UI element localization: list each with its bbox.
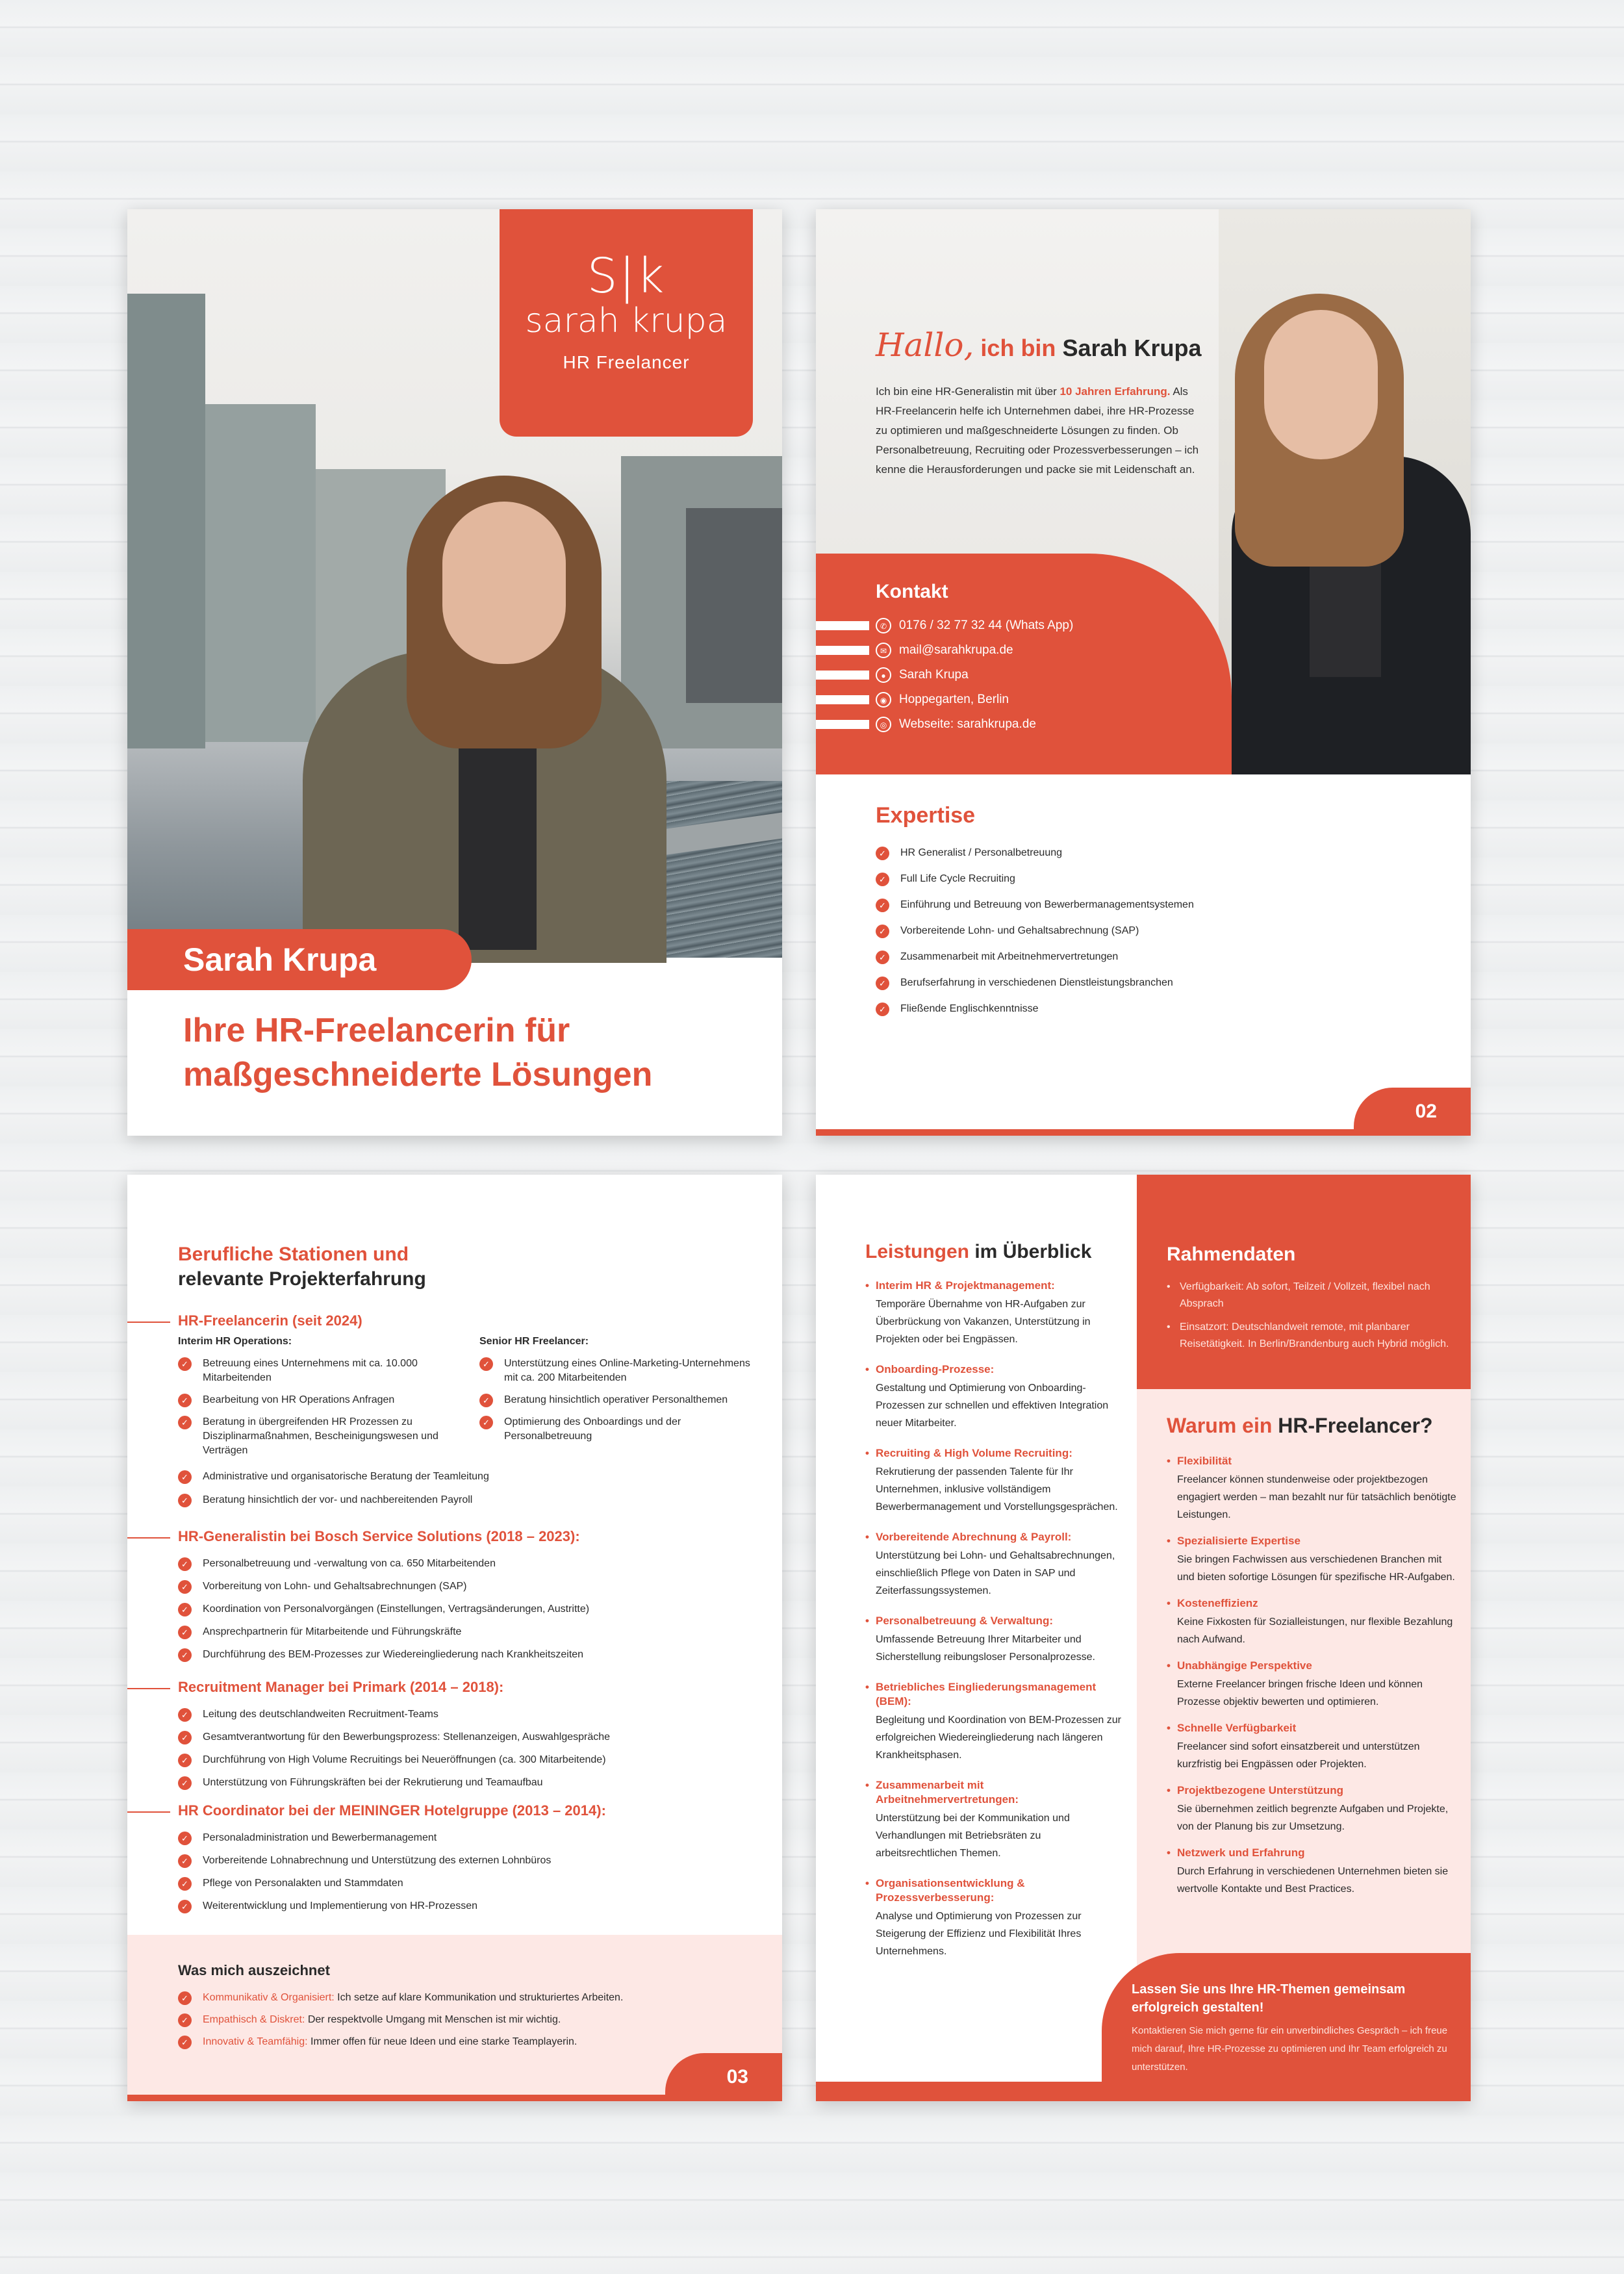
- logo-subtitle: HR Freelancer: [563, 352, 690, 372]
- service-title: • Zusammenarbeit mit Arbeitnehmervertretungen:: [865, 1778, 1125, 1807]
- list-item-text: Administrative und organisatorische Beratung der Teamleitung: [203, 1471, 489, 1482]
- check-icon: ✓: [178, 1877, 192, 1891]
- job1-col1-list: [178, 1357, 451, 1466]
- check-icon: ✓: [178, 1580, 192, 1594]
- why-item-title: • Spezialisierte Expertise: [1167, 1534, 1459, 1548]
- contact-title: Kontakt: [876, 581, 948, 602]
- check-icon: ✓: [178, 2036, 192, 2049]
- strength-text: Ich setze auf klare Kommunikation und strukturiertes Arbeiten.: [334, 1992, 624, 2003]
- list-item: [178, 1393, 451, 1407]
- mail-icon: ✉: [876, 643, 891, 658]
- list-item-text: Betreuung eines Unternehmens mit ca. 10.000 Mitarbeitenden: [203, 1358, 418, 1383]
- check-icon: ✓: [178, 1776, 192, 1790]
- list-item-text: Vorbereitende Lohnabrechnung und Unterstützung des externen Lohnbüros: [203, 1855, 552, 1866]
- check-icon: ✓: [178, 1557, 192, 1571]
- location-icon: ◉: [876, 692, 891, 708]
- strength-label: Empathisch & Diskret:: [203, 2014, 305, 2025]
- list-item-text: HR Generalist / Personalbetreuung: [900, 847, 1063, 858]
- strength-label: Innovativ & Teamfähig:: [203, 2036, 308, 2047]
- contact-line: [816, 621, 869, 630]
- page-number: 03: [665, 2053, 782, 2101]
- service-item: [865, 1876, 1125, 1960]
- list-item: [178, 1876, 763, 1891]
- list-item: [178, 1470, 750, 1484]
- check-icon: ✓: [178, 1832, 192, 1845]
- why-title-rest: HR-Freelancer?: [1272, 1414, 1433, 1437]
- contact-line: [816, 695, 869, 704]
- list-item: [876, 950, 1434, 964]
- service-text: Unterstützung bei der Kommunikation und Verhandlungen mit Betriebsräten zu arbeitsrechtlichen Themen.: [876, 1813, 1070, 1859]
- list-item: [479, 1357, 752, 1385]
- person-icon: ●: [876, 667, 891, 683]
- job-rule: [127, 1811, 170, 1813]
- service-title: • Interim HR & Projektmanagement:: [865, 1279, 1125, 1293]
- list-item: [178, 1648, 763, 1662]
- service-title: • Recruiting & High Volume Recruiting:: [865, 1446, 1125, 1461]
- why-item-text: Sie übernehmen zeitlich begrenzte Aufgaben und Projekte, von der Planung bis zur Umsetzung.: [1177, 1804, 1449, 1832]
- strengths-list: [178, 1991, 763, 2057]
- list-item: [876, 1002, 1434, 1016]
- list-item: [178, 2035, 763, 2049]
- strength-text: Immer offen für neue Ideen und eine starke Teamplayerin.: [307, 2036, 577, 2047]
- why-item: [1167, 1783, 1459, 1835]
- job-rule: [127, 1537, 170, 1539]
- check-icon: ✓: [479, 1394, 493, 1407]
- list-item: [178, 1831, 763, 1845]
- list-item-text: Fließende Englischkenntnisse: [900, 1003, 1039, 1014]
- job-title-bosch: HR-Generalistin bei Bosch Service Solutions (2018 – 2023):: [178, 1528, 580, 1544]
- services-page: [816, 1175, 1471, 2101]
- cover-page: [127, 209, 782, 1136]
- list-item: [178, 1579, 763, 1594]
- why-item: [1167, 1454, 1459, 1524]
- check-icon: ✓: [178, 1648, 192, 1662]
- greeting-ich-bin: ich bin: [980, 335, 1056, 361]
- check-icon: ✓: [876, 847, 889, 860]
- job-title-meininger: HR Coordinator bei der MEININGER Hotelgruppe (2013 – 2014):: [178, 1802, 606, 1819]
- list-item-text: Berufserfahrung in verschiedenen Dienstleistungsbranchen: [900, 977, 1173, 988]
- check-icon: ✓: [178, 1626, 192, 1639]
- list-item: [876, 898, 1434, 912]
- list-item-text: Beratung hinsichtlich operativer Personalthemen: [504, 1394, 728, 1405]
- contact-location-text: Hoppegarten, Berlin: [899, 693, 1009, 706]
- why-item-text: Freelancer sind sofort einsatzbereit und unterstützen kurzfristig bei Engpässen oder Projekten.: [1177, 1741, 1420, 1770]
- expertise-title: Expertise: [876, 803, 976, 828]
- check-icon: ✓: [876, 873, 889, 886]
- list-item-text: Vorbereitung von Lohn- und Gehaltsabrechnungen (SAP): [203, 1581, 467, 1592]
- contact-person-text: Sarah Krupa: [899, 668, 969, 682]
- contact-line: [816, 720, 869, 729]
- list-item-text: Einführung und Betreuung von Bewerbermanagementsystemen: [900, 899, 1194, 910]
- list-item: [479, 1415, 752, 1444]
- service-text: Umfassende Betreuung Ihrer Mitarbeiter und Sicherstellung reibungsloser Personalprozesse.: [876, 1634, 1095, 1663]
- list-item-text: Vorbereitende Lohn- und Gehaltsabrechnung (SAP): [900, 925, 1139, 936]
- job-title-primark: Recruitment Manager bei Primark (2014 – 2018):: [178, 1679, 504, 1695]
- job2-list: [178, 1557, 763, 1670]
- list-item: [876, 924, 1434, 938]
- why-item-title: • Schnelle Verfügbarkeit: [1167, 1721, 1459, 1735]
- list-item: [178, 1753, 763, 1767]
- why-item-title: • Projektbezogene Unterstützung: [1167, 1783, 1459, 1798]
- subhead-senior: Senior HR Freelancer:: [479, 1336, 589, 1347]
- list-item-text: Personalbetreuung und -verwaltung von ca. 650 Mitarbeitenden: [203, 1558, 496, 1569]
- services-title: [865, 1241, 1091, 1263]
- intro-text: [876, 382, 1200, 479]
- cta-text: Kontaktieren Sie mich gerne für ein unverbindliches Gespräch – ich freue mich darauf, Ihre HR-Prozesse zu optimieren und Ihr Team erfolgreich zu unterstützen.: [1132, 2025, 1448, 2073]
- list-item-text: Personaladministration und Bewerbermanagement: [203, 1832, 437, 1843]
- check-icon: ✓: [178, 1357, 192, 1371]
- service-title: • Personalbetreuung & Verwaltung:: [865, 1614, 1125, 1628]
- job-title-freelancer: HR-Freelancerin (seit 2024): [178, 1312, 362, 1329]
- strength-label: Kommunikativ & Organisiert:: [203, 1992, 335, 2003]
- check-icon: ✓: [479, 1357, 493, 1371]
- experience-heading: [178, 1242, 426, 1292]
- service-title: • Organisationsentwicklung & Prozessverbesserung:: [865, 1876, 1125, 1905]
- list-item: [178, 1730, 763, 1744]
- intro-part-b: Als HR-Freelancerin helfe ich Unternehmen dabei, ihre HR-Prozesse zu optimieren und maßgeschneiderte Lösungen zu finden. Ob Personalbetreuung, Recruiting oder Prozessverbesserungen – ich kenne die Herausforderungen und packe sie mit Leidenschaft an.: [876, 385, 1199, 476]
- check-icon: ✓: [178, 1394, 192, 1407]
- list-item: [178, 1854, 763, 1868]
- list-item-text: Ansprechpartnerin für Mitarbeitende und Führungskräfte: [203, 1626, 462, 1637]
- greeting-name: Sarah Krupa: [1062, 335, 1202, 361]
- why-item: [1167, 1659, 1459, 1711]
- why-item: [1167, 1534, 1459, 1586]
- check-icon: ✓: [178, 1991, 192, 2005]
- strengths-title: Was mich auszeichnet: [178, 1962, 330, 1978]
- page-number: 02: [1354, 1088, 1471, 1136]
- why-title: [1167, 1414, 1433, 1438]
- why-item-title: • Unabhängige Perspektive: [1167, 1659, 1459, 1673]
- why-item-title: • Kosteneffizienz: [1167, 1596, 1459, 1611]
- why-item: [1167, 1846, 1459, 1898]
- profile-page: [816, 209, 1471, 1136]
- services-title-rest: im Überblick: [969, 1241, 1092, 1262]
- experience-heading-line-2: relevante Projekterfahrung: [178, 1268, 426, 1290]
- list-item: [178, 1991, 763, 2005]
- whatsapp-icon: ✆: [876, 618, 891, 633]
- tagline-line-2: maßgeschneiderte Lösungen: [183, 1056, 653, 1093]
- list-item-text: Unterstützung eines Online-Marketing-Unternehmens mit ca. 200 Mitarbeitenden: [504, 1358, 750, 1383]
- check-icon: ✓: [876, 925, 889, 938]
- check-icon: ✓: [178, 1900, 192, 1913]
- rahmen-list: [1167, 1279, 1453, 1353]
- contact-location: [876, 690, 1009, 709]
- service-text: Begleitung und Koordination von BEM-Prozessen zur erfolgreichen Wiedereingliederung nach längeren Krankheitsphasen.: [876, 1715, 1121, 1761]
- strength-text: Der respektvolle Umgang mit Menschen ist mir wichtig.: [305, 2014, 561, 2025]
- list-item-text: Pflege von Personalakten und Stammdaten: [203, 1878, 403, 1889]
- service-text: Temporäre Übernahme von HR-Aufgaben zur Überbrückung von Vakanzen, Unterstützung in Projekten oder bei Engpässen.: [876, 1299, 1091, 1345]
- list-item-text: Weiterentwicklung und Implementierung von HR-Prozessen: [203, 1900, 478, 1911]
- services-list: [865, 1279, 1125, 1974]
- list-item: [178, 1625, 763, 1639]
- list-item: [178, 1899, 763, 1913]
- check-icon: ✓: [178, 1494, 192, 1507]
- service-text: Gestaltung und Optimierung von Onboarding-Prozessen zur schnellen und effektiven Integration neuer Mitarbeiter.: [876, 1383, 1109, 1429]
- contact-person: [876, 665, 969, 685]
- rahmen-title: Rahmendaten: [1167, 1244, 1296, 1265]
- list-item: • Einsatzort: Deutschlandweit remote, mit planbarer Reisetätigkeit. In Berlin/Brandenburg auch Hybrid möglich.: [1167, 1319, 1453, 1353]
- subhead-interim: Interim HR Operations:: [178, 1336, 292, 1347]
- check-icon: ✓: [178, 1854, 192, 1868]
- experience-heading-line-1: Berufliche Stationen und: [178, 1244, 409, 1265]
- check-icon: ✓: [178, 1708, 192, 1722]
- services-title-accent: Leistungen: [865, 1241, 970, 1262]
- footer-bar: [816, 2082, 1471, 2101]
- list-item: [178, 1707, 763, 1722]
- contact-email[interactable]: [876, 641, 1013, 660]
- list-item: [876, 872, 1434, 886]
- check-icon: ✓: [876, 1003, 889, 1016]
- logo-badge: [500, 209, 753, 437]
- cover-name: Sarah Krupa: [127, 929, 472, 990]
- job1-full-list: [178, 1470, 750, 1516]
- service-text: Analyse und Optimierung von Prozessen zur Steigerung der Effizienz und Flexibilität Ihres Unternehmens.: [876, 1911, 1082, 1957]
- check-icon: ✓: [876, 951, 889, 964]
- job4-list: [178, 1831, 763, 1922]
- expertise-list: [876, 846, 1434, 1028]
- contact-phone[interactable]: [876, 616, 1073, 635]
- why-item-title: • Netzwerk und Erfahrung: [1167, 1846, 1459, 1860]
- list-item-text: Bearbeitung von HR Operations Anfragen: [203, 1394, 395, 1405]
- list-item-text: Beratung hinsichtlich der vor- und nachbereitenden Payroll: [203, 1494, 473, 1505]
- contact-website-text: Webseite: sarahkrupa.de: [899, 717, 1036, 731]
- contact-email-text: mail@sarahkrupa.de: [899, 643, 1013, 657]
- why-title-accent: Warum ein: [1167, 1414, 1273, 1437]
- why-item-text: Freelancer können stundenweise oder projektbezogen engagiert werden – man bezahlt nur für tatsächlich benötigte Leistungen.: [1177, 1474, 1456, 1520]
- greeting-hallo: Hallo,: [876, 326, 974, 364]
- why-item: [1167, 1596, 1459, 1648]
- why-item: [1167, 1721, 1459, 1773]
- service-item: [865, 1778, 1125, 1862]
- check-icon: ✓: [178, 1754, 192, 1767]
- why-item-text: Keine Fixkosten für Sozialleistungen, nur flexible Bezahlung nach Aufwand.: [1177, 1616, 1453, 1645]
- check-icon: ✓: [178, 1416, 192, 1429]
- list-item: [876, 976, 1434, 990]
- check-icon: ✓: [178, 1603, 192, 1616]
- list-item: [178, 2013, 763, 2027]
- why-list: [1167, 1454, 1459, 1908]
- logo-monogram: S|k: [587, 248, 666, 304]
- service-title: • Vorbereitende Abrechnung & Payroll:: [865, 1530, 1125, 1544]
- why-item-text: Sie bringen Fachwissen aus verschiedenen Branchen mit und bieten sofortige Lösungen für spezifische HR-Aufgaben.: [1177, 1554, 1455, 1583]
- list-item-text: Zusammenarbeit mit Arbeitnehmervertretungen: [900, 951, 1119, 962]
- list-item-text: Optimierung des Onboardings und der Personalbetreuung: [504, 1416, 681, 1442]
- list-item: [178, 1415, 451, 1458]
- service-item: [865, 1279, 1125, 1348]
- contact-phone-text: 0176 / 32 77 32 44 (Whats App): [899, 619, 1074, 632]
- intro-highlight: 10 Jahren Erfahrung.: [1059, 385, 1171, 398]
- experience-page: [127, 1175, 782, 2101]
- list-item-text: Koordination von Personalvorgängen (Einstellungen, Vertragsänderungen, Austritte): [203, 1603, 590, 1615]
- list-item: [178, 1602, 763, 1616]
- check-icon: ✓: [178, 1470, 192, 1484]
- tagline-line-1: Ihre HR-Freelancerin für: [183, 1012, 570, 1049]
- service-item: [865, 1446, 1125, 1516]
- service-item: [865, 1680, 1125, 1764]
- check-icon: ✓: [876, 977, 889, 990]
- check-icon: ✓: [178, 1731, 192, 1744]
- why-item-text: Externe Freelancer bringen frische Ideen und können Prozesse objektiv bewerten und optimieren.: [1177, 1679, 1423, 1707]
- check-icon: ✓: [876, 899, 889, 912]
- list-item: [479, 1393, 752, 1407]
- check-icon: ✓: [178, 2013, 192, 2027]
- cta-title: Lassen Sie uns Ihre HR-Themen gemeinsam erfolgreich gestalten!: [1132, 1982, 1406, 2015]
- list-item: [178, 1557, 763, 1571]
- contact-line: [816, 671, 869, 680]
- why-item-text: Durch Erfahrung in verschiedenen Unternehmen bieten sie wertvolle Kontakte und Best Practices.: [1177, 1866, 1449, 1895]
- job3-list: [178, 1707, 763, 1798]
- list-item: • Verfügbarkeit: Ab sofort, Teilzeit / Vollzeit, flexibel nach Absprach: [1167, 1279, 1453, 1312]
- list-item-text: Durchführung des BEM-Prozesses zur Wiedereingliederung nach Krankheitszeiten: [203, 1649, 584, 1660]
- service-text: Rekrutierung der passenden Talente für Ihr Unternehmen, inklusive vollständigem Bewerbermanagement und Vorstellungsgesprächen.: [876, 1466, 1118, 1513]
- list-item: [178, 1357, 451, 1385]
- job-rule: [127, 1688, 170, 1689]
- service-text: Unterstützung bei Lohn- und Gehaltsabrechnungen, einschließlich Pflege von Daten in SAP und Zeiterfassungssystemen.: [876, 1550, 1115, 1596]
- cover-tagline: [183, 1008, 768, 1097]
- list-item-text: Full Life Cycle Recruiting: [900, 873, 1015, 884]
- service-title: • Betriebliches Eingliederungsmanagement (BEM):: [865, 1680, 1125, 1709]
- list-item: [876, 846, 1434, 860]
- logo-name: sarah krupa: [525, 301, 728, 340]
- list-item-text: Unterstützung von Führungskräften bei der Rekrutierung und Teamaufbau: [203, 1777, 543, 1788]
- intro-part-a: Ich bin eine HR-Generalistin mit über: [876, 385, 1060, 398]
- check-icon: ✓: [479, 1416, 493, 1429]
- service-item: [865, 1614, 1125, 1666]
- list-item: [178, 1776, 763, 1790]
- greeting: [876, 326, 1202, 364]
- contact-website[interactable]: [876, 715, 1036, 734]
- list-item: [178, 1493, 750, 1507]
- list-item-text: Durchführung von High Volume Recruitings bei Neueröffnungen (ca. 300 Mitarbeitende): [203, 1754, 606, 1765]
- job1-col2-list: [479, 1357, 752, 1451]
- why-item-title: • Flexibilität: [1167, 1454, 1459, 1468]
- list-item-text: Leitung des deutschlandweiten Recruitment-Teams: [203, 1709, 438, 1720]
- list-item-text: Beratung in übergreifenden HR Prozessen zu Disziplinarmaßnahmen, Bescheinigungswesen und Verträgen: [203, 1416, 438, 1456]
- service-title: • Onboarding-Prozesse:: [865, 1362, 1125, 1377]
- service-item: [865, 1362, 1125, 1432]
- contact-line: [816, 646, 869, 655]
- service-item: [865, 1530, 1125, 1600]
- globe-icon: ◎: [876, 717, 891, 732]
- list-item-text: Gesamtverantwortung für den Bewerbungsprozess: Stellenanzeigen, Auswahlgespräche: [203, 1731, 611, 1743]
- job-rule: [127, 1322, 170, 1323]
